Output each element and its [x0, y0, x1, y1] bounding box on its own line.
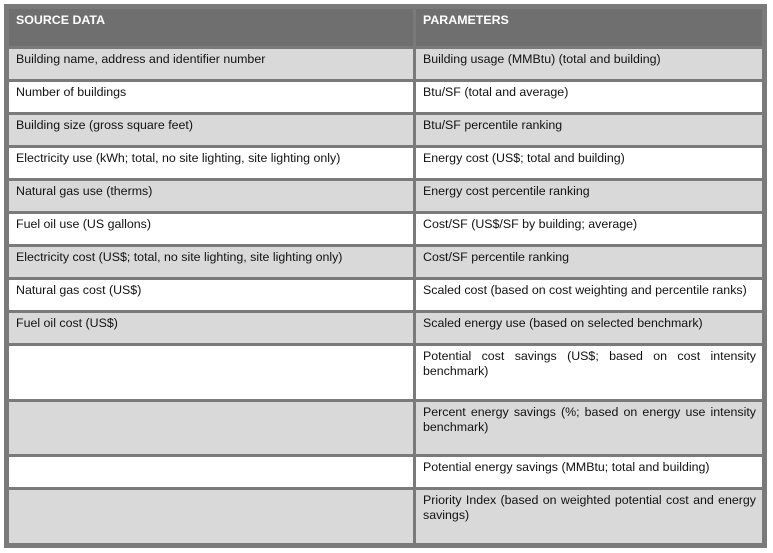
parameter-cell: Energy cost (US$; total and building) — [416, 148, 762, 178]
table-row — [9, 82, 762, 112]
source-cell — [9, 490, 413, 543]
table-row — [9, 49, 762, 79]
table-row — [9, 402, 762, 455]
table-row — [9, 457, 762, 487]
parameter-cell: Priority Index (based on weighted potential cost and energy savings) — [416, 490, 762, 543]
parameter-cell: Building usage (MMBtu) (total and building) — [416, 49, 762, 79]
parameter-cell: Cost/SF (US$/SF by building; average) — [416, 214, 762, 244]
source-cell: Number of buildings — [9, 82, 413, 112]
source-cell: Electricity cost (US$; total, no site lighting, site lighting only) — [9, 247, 413, 277]
source-parameters-table — [6, 6, 765, 546]
source-cell — [9, 346, 413, 399]
source-cell — [9, 457, 413, 487]
parameter-cell: Cost/SF percentile ranking — [416, 247, 762, 277]
source-cell: Natural gas use (therms) — [9, 181, 413, 211]
table-row — [9, 280, 762, 310]
table-row — [9, 148, 762, 178]
table-row — [9, 214, 762, 244]
source-cell: Electricity use (kWh; total, no site lighting, site lighting only) — [9, 148, 413, 178]
table-row — [9, 247, 762, 277]
parameter-cell: Energy cost percentile ranking — [416, 181, 762, 211]
source-cell: Building name, address and identifier number — [9, 49, 413, 79]
source-cell — [9, 402, 413, 455]
header-parameters: PARAMETERS — [416, 9, 762, 46]
parameter-cell: Percent energy savings (%; based on energy use intensity benchmark) — [416, 402, 762, 455]
source-cell: Natural gas cost (US$) — [9, 280, 413, 310]
source-cell: Fuel oil use (US gallons) — [9, 214, 413, 244]
parameter-cell: Btu/SF percentile ranking — [416, 115, 762, 145]
source-cell: Fuel oil cost (US$) — [9, 313, 413, 343]
parameter-cell: Scaled energy use (based on selected benchmark) — [416, 313, 762, 343]
parameter-cell: Potential energy savings (MMBtu; total and building) — [416, 457, 762, 487]
parameter-cell: Scaled cost (based on cost weighting and percentile ranks) — [416, 280, 762, 310]
header-source-data: SOURCE DATA — [9, 9, 413, 46]
parameter-cell: Btu/SF (total and average) — [416, 82, 762, 112]
source-cell: Building size (gross square feet) — [9, 115, 413, 145]
table-row — [9, 115, 762, 145]
table-row — [9, 346, 762, 399]
header-row — [9, 9, 762, 46]
parameter-cell: Potential cost savings (US$; based on cost intensity benchmark) — [416, 346, 762, 399]
table-row — [9, 313, 762, 343]
table-row — [9, 490, 762, 543]
table-row — [9, 181, 762, 211]
data-table-frame — [4, 4, 767, 548]
